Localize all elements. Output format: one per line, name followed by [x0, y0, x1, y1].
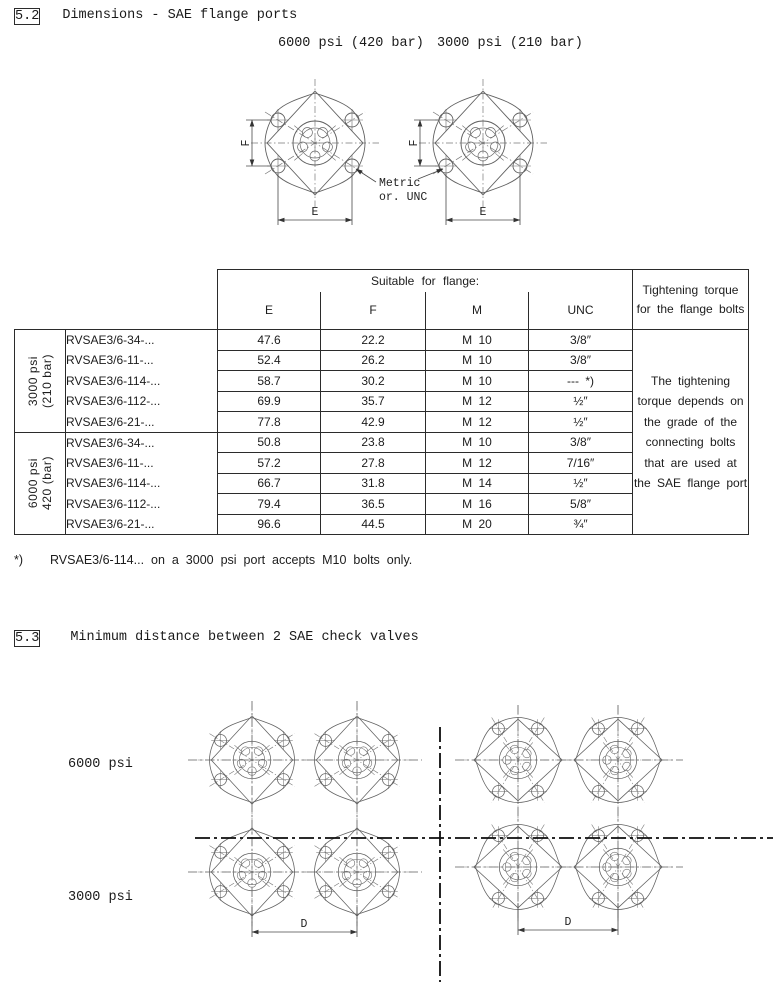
- dimension-d-right: [518, 903, 618, 935]
- leader-text-line2: or. UNC: [379, 191, 428, 204]
- e-cell: 66.7: [218, 473, 321, 494]
- e-cell: 96.6: [218, 514, 321, 535]
- unc-cell: 3/8″: [529, 432, 633, 453]
- m-cell: M 10: [426, 330, 529, 351]
- f-cell: 35.7: [321, 391, 426, 412]
- pressure-caption-6000psi: 6000 psi (420 bar): [278, 36, 424, 51]
- column-header-f: F: [321, 292, 426, 330]
- model-cell: RVSAE3/6-34-...: [66, 432, 218, 453]
- unc-cell: 7/16″: [529, 453, 633, 474]
- dimension-label-e: E: [479, 206, 487, 219]
- section-title: Dimensions - SAE flange ports: [62, 8, 298, 23]
- pressure-group-label-3000psi: [15, 330, 66, 433]
- model-cell: RVSAE3/6-112-...: [66, 391, 218, 412]
- right-cluster-centerlines: [455, 705, 683, 921]
- m-cell: M 16: [426, 494, 529, 515]
- pressure-label-line2: (210 bar): [40, 353, 54, 408]
- unc-cell: 3/8″: [529, 350, 633, 371]
- flange-symbol: [251, 79, 379, 207]
- dimension-label-d: D: [564, 916, 572, 929]
- footnote-text: RVSAE3/6-114... on a 3000 psi port accepts M10 bolts only.: [50, 553, 413, 567]
- m-cell: M 10: [426, 350, 529, 371]
- flange-symbol: [419, 79, 547, 207]
- unc-cell: --- *): [529, 371, 633, 392]
- torque-note-cell: The tightening torque depends on the grade of the connecting bolts that are used at the SAE flange port: [633, 330, 749, 535]
- flange-drawing-6000psi: [240, 79, 379, 225]
- flange-ports-diagram: [160, 66, 640, 261]
- dimension-e: [446, 174, 520, 225]
- pressure-caption-3000psi: 3000 psi (210 bar): [437, 36, 583, 51]
- e-cell: 52.4: [218, 350, 321, 371]
- dimension-label-e: E: [311, 206, 319, 219]
- check-valve-drawing: [564, 706, 673, 815]
- column-header-m: M: [426, 292, 529, 330]
- e-cell: 69.9: [218, 391, 321, 412]
- f-cell: 26.2: [321, 350, 426, 371]
- footnote: [14, 553, 412, 567]
- check-valve-drawing: [198, 706, 307, 815]
- m-cell: M 10: [426, 432, 529, 453]
- unc-cell: ½″: [529, 412, 633, 433]
- torque-column-header: Tightening torque for the flange bolts: [633, 270, 749, 330]
- m-cell: M 10: [426, 371, 529, 392]
- f-cell: 23.8: [321, 432, 426, 453]
- f-cell: 42.9: [321, 412, 426, 433]
- e-cell: 58.7: [218, 371, 321, 392]
- unc-cell: ½″: [529, 391, 633, 412]
- pressure-label-line1: 3000 psi: [26, 355, 40, 406]
- leader-text-line1: Metric: [379, 177, 421, 190]
- pressure-label-line2: 420 (bar): [40, 456, 54, 511]
- row-label-3000psi: 3000 psi: [68, 890, 133, 905]
- table-header-row: [15, 270, 749, 292]
- unc-cell: 5/8″: [529, 494, 633, 515]
- f-cell: 44.5: [321, 514, 426, 535]
- f-cell: 30.2: [321, 371, 426, 392]
- f-cell: 36.5: [321, 494, 426, 515]
- m-cell: M 12: [426, 391, 529, 412]
- e-cell: 47.6: [218, 330, 321, 351]
- row-label-6000psi: 6000 psi: [68, 757, 133, 772]
- suitable-for-flange-header: Suitable for flange:: [218, 270, 633, 292]
- section-number: 5.3: [15, 631, 40, 646]
- dimension-label-d: D: [300, 918, 308, 931]
- dimensions-table: [14, 269, 749, 535]
- model-cell: RVSAE3/6-11-...: [66, 453, 218, 474]
- m-cell: M 12: [426, 412, 529, 433]
- unc-cell: 3/8″: [529, 330, 633, 351]
- column-header-e: E: [218, 292, 321, 330]
- unc-cell: ¾″: [529, 514, 633, 535]
- m-cell: M 14: [426, 473, 529, 494]
- check-valve-spacing-diagram: [140, 655, 773, 982]
- section-title: Minimum distance between 2 SAE check valves: [70, 630, 419, 645]
- e-cell: 79.4: [218, 494, 321, 515]
- pressure-label-line1: 6000 psi: [26, 458, 40, 509]
- model-cell: RVSAE3/6-114-...: [66, 473, 218, 494]
- model-cell: RVSAE3/6-34-...: [66, 330, 218, 351]
- m-cell: M 12: [426, 453, 529, 474]
- footnote-marker: *): [14, 553, 24, 567]
- dimension-label-f: F: [408, 139, 421, 147]
- dimension-e: [278, 174, 352, 225]
- f-cell: 27.8: [321, 453, 426, 474]
- f-cell: 22.2: [321, 330, 426, 351]
- model-cell: RVSAE3/6-112-...: [66, 494, 218, 515]
- flange-drawing-3000psi: [408, 79, 547, 225]
- check-valve-drawing: [464, 706, 573, 815]
- model-cell: RVSAE3/6-21-...: [66, 412, 218, 433]
- dimension-d-left: [252, 907, 357, 937]
- model-cell: RVSAE3/6-114-...: [66, 371, 218, 392]
- e-cell: 77.8: [218, 412, 321, 433]
- e-cell: 50.8: [218, 432, 321, 453]
- m-cell: M 20: [426, 514, 529, 535]
- section-53-heading: [14, 630, 419, 647]
- pressure-group-label-6000psi: [15, 432, 66, 535]
- model-cell: RVSAE3/6-21-...: [66, 514, 218, 535]
- model-cell: RVSAE3/6-11-...: [66, 350, 218, 371]
- bolt-thread-leader: [356, 169, 443, 204]
- unc-cell: ½″: [529, 473, 633, 494]
- column-header-unc: UNC: [529, 292, 633, 330]
- section-number: 5.2: [15, 9, 40, 24]
- dimension-label-f: F: [240, 139, 253, 147]
- f-cell: 31.8: [321, 473, 426, 494]
- section-52-heading: [14, 8, 297, 25]
- table-row: [15, 330, 749, 351]
- check-valve-drawing: [303, 706, 412, 815]
- e-cell: 57.2: [218, 453, 321, 474]
